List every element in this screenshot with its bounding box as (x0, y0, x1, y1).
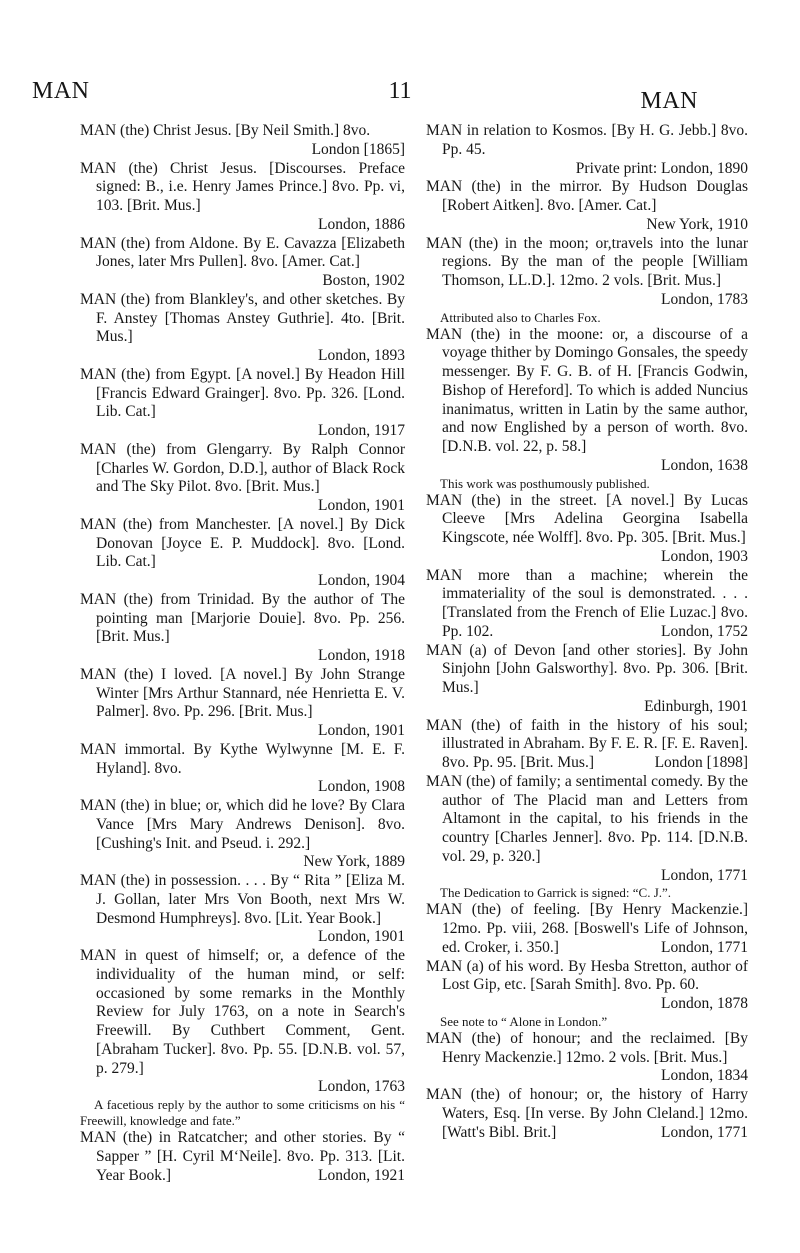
entry-text: MAN in quest of himself; or, a defence of the individuality of the human mind, or self: occasioned by some remarks in the Monthly Review for July 1763, on a note in Search's Freewill. By Cuthbert Comment, Gent. [Abraham Tucker]. 8vo. Pp. 55. [D.N.B. vol. 57, p. 279.] (80, 947, 405, 1077)
bibliography-entry (426, 717, 748, 773)
bibliography-entry (80, 366, 405, 441)
entry-text: MAN (the) in the moone: or, a discourse of a voyage thither by Domingo Gonsales, the speedy messenger. By F. G. B. of H. [Francis Godwin, Bishop of Hereford]. To which is added Nuncius inanimatus, written in Latin by the same author, and now Englished by a person of worth. 8vo. [D.N.B. vol. 22, p. 58.] (426, 325, 748, 455)
entry-text: MAN (the) from Trinidad. By the author of The pointing man [Marjorie Douie]. 8vo. Pp. 256. [Brit. Mus.] (80, 590, 405, 646)
entry-imprint: London, 1783 (661, 290, 748, 308)
entry-imprint: London, 1752 (661, 622, 748, 640)
entry-text: MAN (the) in the moon; or,travels into the lunar regions. By the man of the people [William Thomson, LL.D.]. 12mo. 2 vols. [Brit. Mus.] (426, 234, 748, 289)
bibliography-entry (426, 235, 748, 310)
entry-note: The Dedication to Garrick is signed: “C. J.”. (440, 885, 672, 901)
entry-imprint: London, 1638 (661, 456, 748, 474)
entry-text: MAN (the) I loved. [A novel.] By John Strange Winter [Mrs Arthur Stannard, née Henrietta E. V. Palmer]. 8vo. Pp. 296. [Brit. Mus.] (80, 665, 405, 721)
entry-imprint: London, 1771 (661, 1123, 748, 1141)
bibliography-entry (80, 516, 405, 591)
bibliography-entry (80, 235, 405, 291)
entry-text: MAN (the) in possession. . . . By “ Rita ” [Eliza M. J. Gollan, later Mrs Von Booth, next Mrs W. Desmond Humphreys]. 8vo. [Lit. Year Book.] (80, 872, 405, 927)
entry-imprint: London, 1921 (318, 1166, 405, 1184)
entry-imprint: New York, 1910 (646, 215, 748, 233)
entry-note: This work was posthumously published. (440, 475, 650, 491)
bibliography-entry (80, 666, 405, 741)
entry-text: MAN in relation to Kosmos. [By H. G. Jebb.] 8vo. Pp. 45. (426, 122, 748, 158)
entry-imprint: London, 1903 (661, 547, 748, 565)
bibliography-entry (426, 492, 748, 567)
entry-imprint: London, 1918 (318, 647, 405, 664)
bibliography-entry (426, 901, 748, 957)
header-left-word: MAN (32, 78, 90, 104)
entry-imprint: London, 1901 (318, 497, 405, 514)
entry-imprint: London, 1886 (318, 215, 405, 233)
entry-text: MAN (the) from Aldone. By E. Cavazza [Elizabeth Jones, later Mrs Pullen]. 8vo. [Amer. Cat.] (80, 234, 405, 271)
bibliography-entry (426, 122, 748, 178)
entry-imprint: London, 1901 (318, 928, 405, 946)
bibliography-entry (80, 160, 405, 235)
entry-text: MAN (a) of his word. By Hesba Stretton, author of Lost Gip, etc. [Sarah Smith]. 8vo. Pp. 60. (426, 957, 748, 994)
entry-text: MAN (the) of honour; or, the history of Harry Waters, Esq. [In verse. By John Cleland.] 12mo. [Watt's Bibl. Brit.] (426, 1086, 748, 1141)
entry-text: MAN (the) in the mirror. By Hudson Douglas [Robert Aitken]. 8vo. [Amer. Cat.] (426, 178, 748, 214)
bibliography-entry (80, 741, 405, 797)
entry-text: MAN (the) of feeling. [By Henry Mackenzie.] 12mo. Pp. viii, 268. [Boswell's Life of Johnson, ed. Croker, i. 350.] (426, 901, 748, 956)
entry-note: Attributed also to Charles Fox. (440, 309, 601, 325)
bibliography-entry (426, 958, 748, 1014)
bibliography-entry (426, 1086, 748, 1142)
entry-imprint: London, 1771 (661, 866, 748, 884)
entry-imprint: London, 1908 (318, 778, 405, 796)
left-column (80, 122, 405, 1185)
bibliography-entry (80, 872, 405, 947)
entry-imprint: Private print: London, 1890 (575, 159, 748, 177)
entry-text: MAN immortal. By Kythe Wylwynne [M. E. F. Hyland]. 8vo. (80, 740, 405, 777)
entry-text: MAN (the) from Blankley's, and other sketches. By F. Anstey [Thomas Anstey Guthrie]. 4to. [Brit. Mus.] (80, 290, 405, 346)
entry-text: MAN (the) from Glengarry. By Ralph Connor [Charles W. Gordon, D.D.], author of Black Rock and The Sky Pilot. 8vo. [Brit. Mus.] (80, 440, 405, 496)
entry-text: MAN (the) from Manchester. [A novel.] By Dick Donovan [Joyce E. P. Muddock]. 8vo. [Lond. Lib. Cat.] (80, 515, 405, 571)
entry-imprint: London [1865] (311, 140, 405, 158)
bibliography-entry (80, 947, 405, 1097)
entry-text: MAN (the) of family; a sentimental comedy. By the author of The Placid man and Letters from Altamont in the capital, to his friends in the country [Charles Jenner]. 8vo. Pp. 114. [D.N.B. vol. 29, p. 320.] (426, 772, 748, 865)
entry-text: MAN (the) Christ Jesus. [Discourses. Preface signed: B., i.e. Henry James Prince.] 8vo. Pp. vi, 103. [Brit. Mus.] (80, 159, 405, 214)
entry-imprint: London, 1893 (318, 347, 405, 364)
bibliography-entry (426, 1030, 748, 1086)
entry-imprint: London, 1763 (318, 1078, 405, 1096)
entry-text: MAN more than a machine; wherein the immateriality of the soul is demonstrated. . . . [Translated from the French of Elie Luzac.] 8vo. Pp. 102. (426, 566, 748, 640)
bibliography-entry (80, 591, 405, 666)
entry-imprint: New York, 1889 (303, 853, 405, 871)
entry-imprint: London, 1878 (661, 995, 748, 1012)
bibliography-entry (426, 326, 748, 476)
entry-text: MAN (the) in blue; or, which did he love? By Clara Vance [Mrs Mary Andrews Denison]. 8vo. [Cushing's Init. and Pseud. i. 292.] (80, 797, 405, 852)
entry-text: MAN (the) of faith in the history of his soul; illustrated in Abraham. By F. E. R. [F. E. Raven]. 8vo. Pp. 95. [Brit. Mus.] (426, 716, 748, 771)
bibliography-entry (80, 797, 405, 872)
entry-imprint: London, 1771 (661, 938, 748, 956)
bibliography-entry (80, 122, 405, 160)
entry-imprint: Boston, 1902 (322, 272, 405, 289)
bibliography-entry (80, 1129, 405, 1185)
entry-text: MAN (the) in Ratcatcher; and other stories. By “ Sapper ” [H. Cyril M‘Neile]. 8vo. Pp. 313. [Lit. Year Book.] (80, 1129, 405, 1184)
entry-imprint: London, 1901 (318, 722, 405, 739)
entry-text: MAN (the) from Egypt. [A novel.] By Headon Hill [Francis Edward Grainger]. 8vo. Pp. 326. [Lond. Lib. Cat.] (80, 365, 405, 421)
header-right-word: MAN (640, 88, 698, 114)
entry-text: MAN (the) Christ Jesus. [By Neil Smith.] 8vo. (80, 122, 371, 139)
bibliography-entry (426, 642, 748, 717)
bibliography-entry (80, 291, 405, 366)
bibliography-entry (426, 567, 748, 642)
bibliography-entry (80, 441, 405, 516)
entry-note: A facetious reply by the author to some criticisms on his “ Freewill, knowledge and fate.” (80, 1097, 405, 1128)
page-number: 11 (388, 78, 412, 104)
right-column (426, 122, 748, 1142)
entry-imprint: London [1898] (654, 754, 748, 771)
bibliography-entry (426, 773, 748, 886)
entry-text: MAN (the) of honour; and the reclaimed. [By Henry Mackenzie.] 12mo. 2 vols. [Brit. Mus.] (426, 1029, 748, 1066)
entry-text: MAN (the) in the street. [A novel.] By Lucas Cleeve [Mrs Adelina Georgina Isabella Kingscote, née Wolff]. 8vo. Pp. 305. [Brit. Mus.] (426, 491, 748, 546)
entry-imprint: London, 1917 (318, 422, 405, 439)
entry-imprint: London, 1904 (318, 572, 405, 589)
entry-text: MAN (a) of Devon [and other stories]. By John Sinjohn [John Galsworthy]. 8vo. Pp. 306. [Brit. Mus.] (426, 641, 748, 696)
running-header (0, 78, 800, 118)
entry-imprint: Edinburgh, 1901 (644, 697, 748, 715)
bibliography-entry (426, 178, 748, 234)
entry-imprint: London, 1834 (661, 1067, 748, 1085)
entry-note: See note to “ Alone in London.” (440, 1013, 608, 1029)
